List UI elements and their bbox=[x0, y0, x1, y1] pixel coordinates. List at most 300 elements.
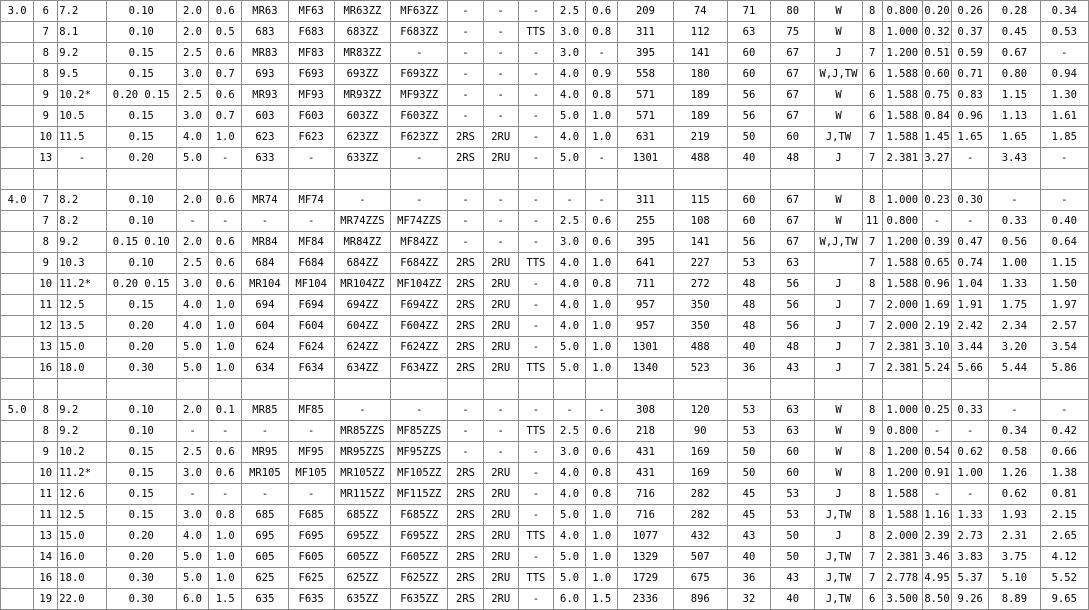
cell-shielded-flanged-model: F635ZZ bbox=[391, 589, 448, 610]
empty-cell bbox=[922, 169, 951, 190]
empty-cell bbox=[862, 379, 882, 400]
cell-dynamic-load-cr: 218 bbox=[618, 421, 673, 442]
cell-open-model: 683 bbox=[242, 22, 288, 43]
cell-open-flanged-model: F623 bbox=[288, 127, 334, 148]
cell-static-load-cor: 141 bbox=[673, 43, 727, 64]
cell-speed-grease: 56 bbox=[727, 85, 770, 106]
cell-open-flanged-model: F605 bbox=[288, 547, 334, 568]
cell-flange-d1: 7.2 bbox=[58, 1, 106, 22]
cell-weight-4: 2.57 bbox=[1040, 316, 1088, 337]
cell-open-model: 634 bbox=[242, 358, 288, 379]
cell-ball-dia: 1.200 bbox=[882, 463, 922, 484]
cell-ball-dia: 1.588 bbox=[882, 505, 922, 526]
cell-chamfer-r: 0.10 bbox=[106, 1, 176, 22]
cell-shielded-model: 625ZZ bbox=[334, 568, 390, 589]
cell-tts: - bbox=[518, 232, 553, 253]
cell-weight-4: 1.97 bbox=[1040, 295, 1088, 316]
cell-shield-flange: 0.6 bbox=[586, 442, 618, 463]
cell-seal-2ru: 2RU bbox=[483, 505, 518, 526]
cell-shielded-flanged-model: F603ZZ bbox=[391, 106, 448, 127]
cell-seal-2ru: 2RU bbox=[483, 547, 518, 568]
cell-flange-width-b1: 0.6 bbox=[209, 43, 242, 64]
cell-speed-oil: 53 bbox=[771, 484, 815, 505]
cell-retainer: W bbox=[815, 1, 862, 22]
cell-open-model: 685 bbox=[242, 505, 288, 526]
cell-open-flanged-model: MF63 bbox=[288, 1, 334, 22]
cell-shielded-model: 624ZZ bbox=[334, 337, 390, 358]
cell-shield-flange: 0.6 bbox=[586, 211, 618, 232]
cell-flange-d1: 8.1 bbox=[58, 22, 106, 43]
cell-weight-3: 3.43 bbox=[989, 148, 1040, 169]
cell-chamfer-r: 0.20 bbox=[106, 526, 176, 547]
cell-outer-d: 9 bbox=[34, 442, 58, 463]
cell-flange-width-b1: 0.6 bbox=[209, 442, 242, 463]
cell-weight-2: 0.96 bbox=[952, 106, 989, 127]
cell-static-load-cor: 112 bbox=[673, 22, 727, 43]
cell-weight-2: 0.26 bbox=[952, 1, 989, 22]
cell-open-model: 694 bbox=[242, 295, 288, 316]
cell-width-b: - bbox=[176, 421, 208, 442]
cell-open-model: MR63 bbox=[242, 1, 288, 22]
cell-shielded-model: 603ZZ bbox=[334, 106, 390, 127]
cell-shield-width: 2.5 bbox=[553, 1, 585, 22]
cell-outer-d: 16 bbox=[34, 568, 58, 589]
cell-weight-4: - bbox=[1040, 400, 1088, 421]
cell-tts: - bbox=[518, 274, 553, 295]
empty-cell bbox=[989, 169, 1040, 190]
section-gap-row bbox=[1, 169, 1089, 190]
cell-speed-oil: 56 bbox=[771, 295, 815, 316]
cell-static-load-cor: 282 bbox=[673, 484, 727, 505]
cell-seal-2ru: - bbox=[483, 43, 518, 64]
cell-shield-width: 5.0 bbox=[553, 106, 585, 127]
cell-flange-d1: 12.5 bbox=[58, 505, 106, 526]
cell-seal-2rs: - bbox=[448, 190, 483, 211]
cell-weight-2: - bbox=[952, 211, 989, 232]
cell-speed-oil: 67 bbox=[771, 232, 815, 253]
cell-shield-flange: 0.8 bbox=[586, 484, 618, 505]
cell-weight-1: 0.32 bbox=[922, 22, 951, 43]
cell-flange-d1: 18.0 bbox=[58, 568, 106, 589]
table-row bbox=[1, 127, 1089, 148]
cell-flange-width-b1: - bbox=[209, 484, 242, 505]
cell-weight-2: 0.74 bbox=[952, 253, 989, 274]
cell-width-b: 2.0 bbox=[176, 232, 208, 253]
cell-seal-2ru: - bbox=[483, 190, 518, 211]
cell-flange-d1: 12.5 bbox=[58, 295, 106, 316]
cell-speed-grease: 56 bbox=[727, 106, 770, 127]
cell-seal-2ru: - bbox=[483, 64, 518, 85]
cell-weight-4: 0.66 bbox=[1040, 442, 1088, 463]
cell-open-flanged-model: MF95 bbox=[288, 442, 334, 463]
cell-static-load-cor: 272 bbox=[673, 274, 727, 295]
cell-retainer: J bbox=[815, 526, 862, 547]
cell-flange-d1: 16.0 bbox=[58, 547, 106, 568]
cell-shielded-flanged-model: F634ZZ bbox=[391, 358, 448, 379]
cell-outer-d: 16 bbox=[34, 358, 58, 379]
empty-cell bbox=[518, 169, 553, 190]
cell-speed-grease: 48 bbox=[727, 274, 770, 295]
cell-seal-2ru: 2RU bbox=[483, 463, 518, 484]
cell-ball-count: 7 bbox=[862, 295, 882, 316]
cell-weight-4: 1.50 bbox=[1040, 274, 1088, 295]
cell-weight-2: 0.33 bbox=[952, 400, 989, 421]
cell-shield-flange: - bbox=[586, 148, 618, 169]
cell-weight-4: 0.64 bbox=[1040, 232, 1088, 253]
cell-outer-d: 14 bbox=[34, 547, 58, 568]
cell-width-b: - bbox=[176, 211, 208, 232]
cell-dynamic-load-cr: 641 bbox=[618, 253, 673, 274]
cell-flange-width-b1: 1.0 bbox=[209, 127, 242, 148]
cell-seal-2ru: - bbox=[483, 22, 518, 43]
cell-retainer: W bbox=[815, 442, 862, 463]
empty-cell bbox=[727, 169, 770, 190]
cell-open-flanged-model: F603 bbox=[288, 106, 334, 127]
cell-ball-dia: 1.588 bbox=[882, 484, 922, 505]
cell-ball-count: 7 bbox=[862, 148, 882, 169]
cell-flange-width-b1: 0.5 bbox=[209, 22, 242, 43]
cell-dynamic-load-cr: 431 bbox=[618, 463, 673, 484]
cell-speed-oil: 63 bbox=[771, 421, 815, 442]
cell-weight-1: 5.24 bbox=[922, 358, 951, 379]
cell-tts: TTS bbox=[518, 568, 553, 589]
table-row bbox=[1, 505, 1089, 526]
cell-bore-d bbox=[1, 526, 34, 547]
cell-retainer: W,J,TW bbox=[815, 232, 862, 253]
cell-shield-width: 3.0 bbox=[553, 232, 585, 253]
cell-seal-2rs: - bbox=[448, 421, 483, 442]
cell-weight-4: 0.81 bbox=[1040, 484, 1088, 505]
cell-flange-width-b1: 0.6 bbox=[209, 253, 242, 274]
cell-static-load-cor: 227 bbox=[673, 253, 727, 274]
empty-cell bbox=[209, 169, 242, 190]
cell-speed-grease: 53 bbox=[727, 253, 770, 274]
cell-speed-oil: 63 bbox=[771, 400, 815, 421]
cell-shield-flange: 1.5 bbox=[586, 589, 618, 610]
cell-chamfer-r: 0.30 bbox=[106, 568, 176, 589]
cell-open-model: MR93 bbox=[242, 85, 288, 106]
cell-static-load-cor: 189 bbox=[673, 85, 727, 106]
cell-open-flanged-model: - bbox=[288, 211, 334, 232]
empty-cell bbox=[334, 379, 390, 400]
cell-shielded-flanged-model: F625ZZ bbox=[391, 568, 448, 589]
cell-tts: - bbox=[518, 442, 553, 463]
cell-ball-count: 7 bbox=[862, 43, 882, 64]
cell-shield-flange: - bbox=[586, 43, 618, 64]
cell-weight-2: 3.83 bbox=[952, 547, 989, 568]
cell-seal-2rs: - bbox=[448, 22, 483, 43]
cell-dynamic-load-cr: 711 bbox=[618, 274, 673, 295]
cell-shielded-model: 634ZZ bbox=[334, 358, 390, 379]
cell-ball-count: 7 bbox=[862, 547, 882, 568]
cell-weight-3: 1.15 bbox=[989, 85, 1040, 106]
cell-shielded-model: MR105ZZ bbox=[334, 463, 390, 484]
cell-weight-3: 0.67 bbox=[989, 43, 1040, 64]
empty-cell bbox=[952, 169, 989, 190]
cell-tts: - bbox=[518, 295, 553, 316]
cell-speed-grease: 43 bbox=[727, 526, 770, 547]
cell-chamfer-r: 0.15 bbox=[106, 106, 176, 127]
cell-bore-d: 4.0 bbox=[1, 190, 34, 211]
cell-static-load-cor: 169 bbox=[673, 463, 727, 484]
cell-weight-3: 1.65 bbox=[989, 127, 1040, 148]
table-row bbox=[1, 85, 1089, 106]
cell-bore-d bbox=[1, 85, 34, 106]
cell-speed-grease: 40 bbox=[727, 148, 770, 169]
cell-weight-1: 3.10 bbox=[922, 337, 951, 358]
table-row bbox=[1, 484, 1089, 505]
cell-shielded-flanged-model: MF115ZZ bbox=[391, 484, 448, 505]
cell-seal-2ru: 2RU bbox=[483, 127, 518, 148]
empty-cell bbox=[106, 169, 176, 190]
cell-shield-flange: 0.8 bbox=[586, 85, 618, 106]
cell-flange-d1: 8.2 bbox=[58, 190, 106, 211]
cell-weight-3: 5.10 bbox=[989, 568, 1040, 589]
cell-shielded-flanged-model: F624ZZ bbox=[391, 337, 448, 358]
cell-dynamic-load-cr: 716 bbox=[618, 484, 673, 505]
cell-flange-d1: 15.0 bbox=[58, 337, 106, 358]
cell-seal-2rs: 2RS bbox=[448, 547, 483, 568]
cell-shield-width: - bbox=[553, 400, 585, 421]
cell-weight-1: 0.39 bbox=[922, 232, 951, 253]
cell-bore-d bbox=[1, 232, 34, 253]
cell-flange-width-b1: 0.7 bbox=[209, 106, 242, 127]
cell-bore-d bbox=[1, 484, 34, 505]
cell-tts: TTS bbox=[518, 526, 553, 547]
cell-tts: - bbox=[518, 337, 553, 358]
cell-speed-grease: 40 bbox=[727, 337, 770, 358]
cell-weight-4: 0.53 bbox=[1040, 22, 1088, 43]
cell-shield-flange: 1.0 bbox=[586, 316, 618, 337]
cell-ball-dia: 2.000 bbox=[882, 295, 922, 316]
cell-open-flanged-model: F604 bbox=[288, 316, 334, 337]
cell-weight-3: 2.31 bbox=[989, 526, 1040, 547]
cell-open-flanged-model: F624 bbox=[288, 337, 334, 358]
cell-tts: - bbox=[518, 589, 553, 610]
cell-weight-2: 0.71 bbox=[952, 64, 989, 85]
cell-flange-d1: 11.5 bbox=[58, 127, 106, 148]
cell-bore-d bbox=[1, 421, 34, 442]
empty-cell bbox=[334, 169, 390, 190]
cell-dynamic-load-cr: 311 bbox=[618, 190, 673, 211]
cell-weight-3: 0.45 bbox=[989, 22, 1040, 43]
empty-cell bbox=[242, 169, 288, 190]
cell-outer-d: 11 bbox=[34, 295, 58, 316]
empty-cell bbox=[771, 379, 815, 400]
cell-shield-width: 4.0 bbox=[553, 316, 585, 337]
cell-seal-2ru: - bbox=[483, 232, 518, 253]
cell-open-flanged-model: F684 bbox=[288, 253, 334, 274]
cell-shielded-model: 694ZZ bbox=[334, 295, 390, 316]
cell-retainer: W bbox=[815, 22, 862, 43]
cell-chamfer-r: 0.10 bbox=[106, 421, 176, 442]
cell-retainer: W bbox=[815, 85, 862, 106]
empty-cell bbox=[391, 379, 448, 400]
cell-outer-d: 8 bbox=[34, 421, 58, 442]
cell-shielded-model: MR104ZZ bbox=[334, 274, 390, 295]
cell-weight-2: 0.59 bbox=[952, 43, 989, 64]
cell-dynamic-load-cr: 558 bbox=[618, 64, 673, 85]
cell-weight-3: 0.58 bbox=[989, 442, 1040, 463]
cell-shielded-flanged-model: F695ZZ bbox=[391, 526, 448, 547]
cell-weight-1: 0.75 bbox=[922, 85, 951, 106]
cell-weight-2: 9.26 bbox=[952, 589, 989, 610]
cell-weight-2: 0.47 bbox=[952, 232, 989, 253]
cell-outer-d: 8 bbox=[34, 64, 58, 85]
cell-shield-flange: 0.9 bbox=[586, 64, 618, 85]
cell-ball-dia: 2.381 bbox=[882, 148, 922, 169]
cell-weight-4: 3.54 bbox=[1040, 337, 1088, 358]
cell-shield-flange: 1.0 bbox=[586, 106, 618, 127]
cell-retainer: W bbox=[815, 400, 862, 421]
cell-shield-flange: 1.0 bbox=[586, 568, 618, 589]
cell-seal-2ru: 2RU bbox=[483, 337, 518, 358]
cell-static-load-cor: 488 bbox=[673, 337, 727, 358]
cell-open-model: 604 bbox=[242, 316, 288, 337]
cell-outer-d: 12 bbox=[34, 316, 58, 337]
cell-speed-grease: 60 bbox=[727, 190, 770, 211]
cell-outer-d: 8 bbox=[34, 232, 58, 253]
cell-retainer: J bbox=[815, 274, 862, 295]
empty-cell bbox=[448, 169, 483, 190]
cell-static-load-cor: 189 bbox=[673, 106, 727, 127]
cell-static-load-cor: 350 bbox=[673, 316, 727, 337]
empty-cell bbox=[106, 379, 176, 400]
cell-shielded-model: - bbox=[334, 400, 390, 421]
cell-weight-4: - bbox=[1040, 43, 1088, 64]
cell-speed-oil: 67 bbox=[771, 85, 815, 106]
cell-seal-2ru: - bbox=[483, 400, 518, 421]
cell-shield-width: 5.0 bbox=[553, 547, 585, 568]
cell-shielded-flanged-model: F623ZZ bbox=[391, 127, 448, 148]
cell-weight-3: 0.33 bbox=[989, 211, 1040, 232]
cell-flange-width-b1: 0.7 bbox=[209, 64, 242, 85]
cell-outer-d: 6 bbox=[34, 1, 58, 22]
cell-shielded-flanged-model: MF84ZZ bbox=[391, 232, 448, 253]
cell-retainer: W bbox=[815, 421, 862, 442]
cell-weight-3: 3.75 bbox=[989, 547, 1040, 568]
cell-seal-2ru: 2RU bbox=[483, 295, 518, 316]
cell-shield-width: 2.5 bbox=[553, 211, 585, 232]
cell-shield-flange: 1.0 bbox=[586, 337, 618, 358]
cell-seal-2rs: 2RS bbox=[448, 526, 483, 547]
cell-retainer: J bbox=[815, 316, 862, 337]
cell-outer-d: 11 bbox=[34, 505, 58, 526]
empty-cell bbox=[58, 379, 106, 400]
cell-flange-d1: 18.0 bbox=[58, 358, 106, 379]
cell-shielded-flanged-model: F685ZZ bbox=[391, 505, 448, 526]
cell-seal-2rs: 2RS bbox=[448, 337, 483, 358]
cell-weight-1: 2.39 bbox=[922, 526, 951, 547]
cell-shielded-flanged-model: F605ZZ bbox=[391, 547, 448, 568]
cell-flange-width-b1: 0.6 bbox=[209, 85, 242, 106]
cell-weight-2: 0.30 bbox=[952, 190, 989, 211]
cell-weight-2: 5.66 bbox=[952, 358, 989, 379]
cell-chamfer-r: 0.10 bbox=[106, 211, 176, 232]
cell-speed-oil: 43 bbox=[771, 358, 815, 379]
cell-outer-d: 19 bbox=[34, 589, 58, 610]
cell-shielded-flanged-model: F694ZZ bbox=[391, 295, 448, 316]
cell-ball-count: 8 bbox=[862, 505, 882, 526]
cell-static-load-cor: 523 bbox=[673, 358, 727, 379]
cell-chamfer-r: 0.30 bbox=[106, 358, 176, 379]
cell-static-load-cor: 74 bbox=[673, 1, 727, 22]
cell-static-load-cor: 282 bbox=[673, 505, 727, 526]
empty-cell bbox=[553, 169, 585, 190]
cell-dynamic-load-cr: 1340 bbox=[618, 358, 673, 379]
cell-weight-2: 0.83 bbox=[952, 85, 989, 106]
cell-open-flanged-model: F685 bbox=[288, 505, 334, 526]
table-row bbox=[1, 421, 1089, 442]
cell-flange-width-b1: 1.0 bbox=[209, 337, 242, 358]
cell-tts: - bbox=[518, 211, 553, 232]
cell-shield-flange: 0.6 bbox=[586, 1, 618, 22]
empty-cell bbox=[727, 379, 770, 400]
cell-tts: - bbox=[518, 505, 553, 526]
cell-shield-flange: 0.8 bbox=[586, 463, 618, 484]
cell-shielded-model: 635ZZ bbox=[334, 589, 390, 610]
cell-flange-width-b1: 1.0 bbox=[209, 547, 242, 568]
empty-cell bbox=[1040, 379, 1088, 400]
cell-ball-dia: 2.381 bbox=[882, 337, 922, 358]
empty-cell bbox=[882, 169, 922, 190]
cell-bore-d: 3.0 bbox=[1, 1, 34, 22]
table-row bbox=[1, 316, 1089, 337]
cell-open-model: MR84 bbox=[242, 232, 288, 253]
cell-retainer: J bbox=[815, 484, 862, 505]
cell-shielded-flanged-model: MF95ZZS bbox=[391, 442, 448, 463]
cell-shielded-flanged-model: MF74ZZS bbox=[391, 211, 448, 232]
cell-width-b: 4.0 bbox=[176, 127, 208, 148]
cell-bore-d bbox=[1, 547, 34, 568]
cell-outer-d: 7 bbox=[34, 22, 58, 43]
cell-open-model: MR74 bbox=[242, 190, 288, 211]
empty-cell bbox=[391, 169, 448, 190]
cell-weight-3: 3.20 bbox=[989, 337, 1040, 358]
cell-width-b: 5.0 bbox=[176, 337, 208, 358]
cell-seal-2rs: 2RS bbox=[448, 274, 483, 295]
cell-chamfer-r: 0.15 bbox=[106, 484, 176, 505]
table-row bbox=[1, 568, 1089, 589]
cell-shielded-model: 683ZZ bbox=[334, 22, 390, 43]
cell-chamfer-r: 0.20 bbox=[106, 337, 176, 358]
cell-retainer: J,TW bbox=[815, 127, 862, 148]
cell-weight-2: 1.00 bbox=[952, 463, 989, 484]
table-row bbox=[1, 211, 1089, 232]
cell-width-b: 4.0 bbox=[176, 526, 208, 547]
cell-retainer: J,TW bbox=[815, 505, 862, 526]
cell-shield-flange: 0.6 bbox=[586, 232, 618, 253]
cell-width-b: 3.0 bbox=[176, 274, 208, 295]
cell-seal-2rs: 2RS bbox=[448, 484, 483, 505]
table-row bbox=[1, 106, 1089, 127]
cell-dynamic-load-cr: 571 bbox=[618, 85, 673, 106]
empty-cell bbox=[1, 169, 34, 190]
empty-cell bbox=[1, 379, 34, 400]
cell-static-load-cor: 219 bbox=[673, 127, 727, 148]
cell-speed-grease: 63 bbox=[727, 22, 770, 43]
cell-ball-dia: 2.000 bbox=[882, 316, 922, 337]
cell-shielded-flanged-model: - bbox=[391, 43, 448, 64]
cell-open-flanged-model: F693 bbox=[288, 64, 334, 85]
cell-flange-d1: 11.2* bbox=[58, 463, 106, 484]
cell-weight-3: 1.00 bbox=[989, 253, 1040, 274]
cell-shield-flange: 1.0 bbox=[586, 547, 618, 568]
cell-dynamic-load-cr: 395 bbox=[618, 43, 673, 64]
cell-dynamic-load-cr: 311 bbox=[618, 22, 673, 43]
cell-dynamic-load-cr: 631 bbox=[618, 127, 673, 148]
cell-shield-width: 4.0 bbox=[553, 85, 585, 106]
